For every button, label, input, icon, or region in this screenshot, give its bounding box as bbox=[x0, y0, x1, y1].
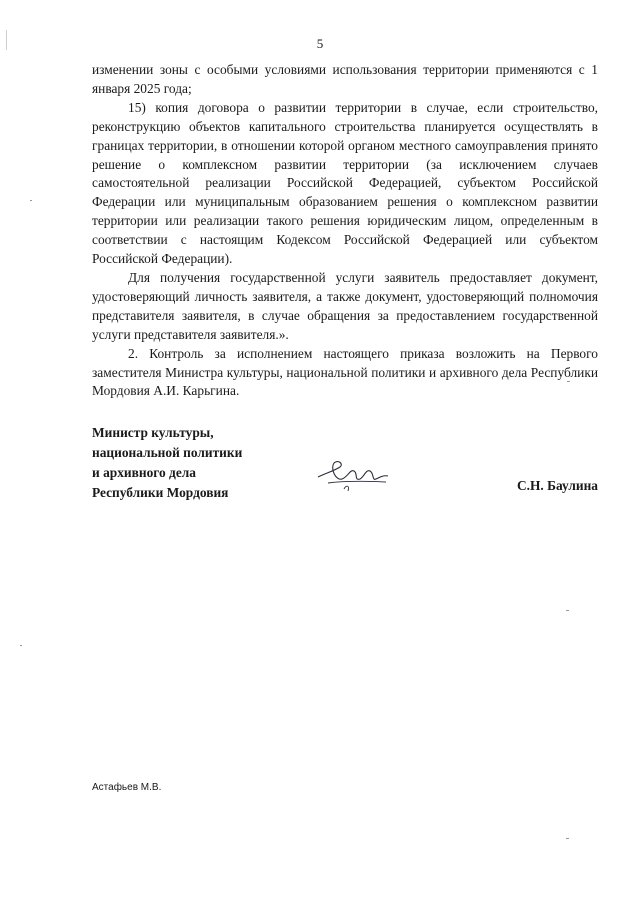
scan-speck bbox=[30, 200, 32, 201]
signatory-title-line: национальной политики bbox=[92, 445, 243, 460]
signatory-name: С.Н. Баулина bbox=[517, 478, 598, 493]
signatory-title-line: Министр культуры, bbox=[92, 425, 214, 440]
paragraph-item-15: 15) копия договора о развитии территории в случае, если строительство, реконструкцию объектов капитального строительства планируется осуществлять в границах территории, в отношении которой органом местного самоуправления принято решение о комплексном развитии территории (за исключением случаев самостоятельной реализации Российской Федерацией, субъектом Российской Федерации или муниципальным образованием решения о комплексном развитии территории или реализации такого решения юридическим лицом, определенным в соответствии с настоящим Кодексом Российской Федерацией или субъектом Российской Федерации). bbox=[92, 99, 598, 267]
signature-block bbox=[92, 423, 598, 503]
signatory-title-line: Республики Мордовия bbox=[92, 485, 229, 500]
paragraph-control: 2. Контроль за исполнением настоящего приказа возложить на Первого заместителя Министра культуры, национальной политики и архивного дела Республики Мордовия А.И. Карьгина. bbox=[92, 345, 598, 399]
scan-speck bbox=[20, 645, 22, 646]
handwritten-signature bbox=[314, 451, 394, 495]
signatory-title bbox=[92, 423, 242, 503]
scan-speck bbox=[567, 381, 570, 382]
page-number: 5 bbox=[316, 36, 324, 51]
signatory-title-line: и архивного дела bbox=[92, 465, 196, 480]
scan-speck bbox=[566, 610, 569, 611]
paragraph-documents: Для получения государственной услуги заявитель предоставляет документ, удостоверяющий личность заявителя, а также документ, удостоверяющий полномочия представителя заявителя, в случае обращения за предоставлением государственной услуги представителя заявителя.». bbox=[92, 269, 598, 342]
executor-name: Астафьев М.В. bbox=[92, 782, 162, 793]
scan-speck bbox=[566, 838, 569, 839]
document-body bbox=[92, 61, 598, 401]
paragraph-continuation: изменении зоны с особыми условиями использования территории применяются с 1 января 2025 года; bbox=[92, 62, 598, 96]
